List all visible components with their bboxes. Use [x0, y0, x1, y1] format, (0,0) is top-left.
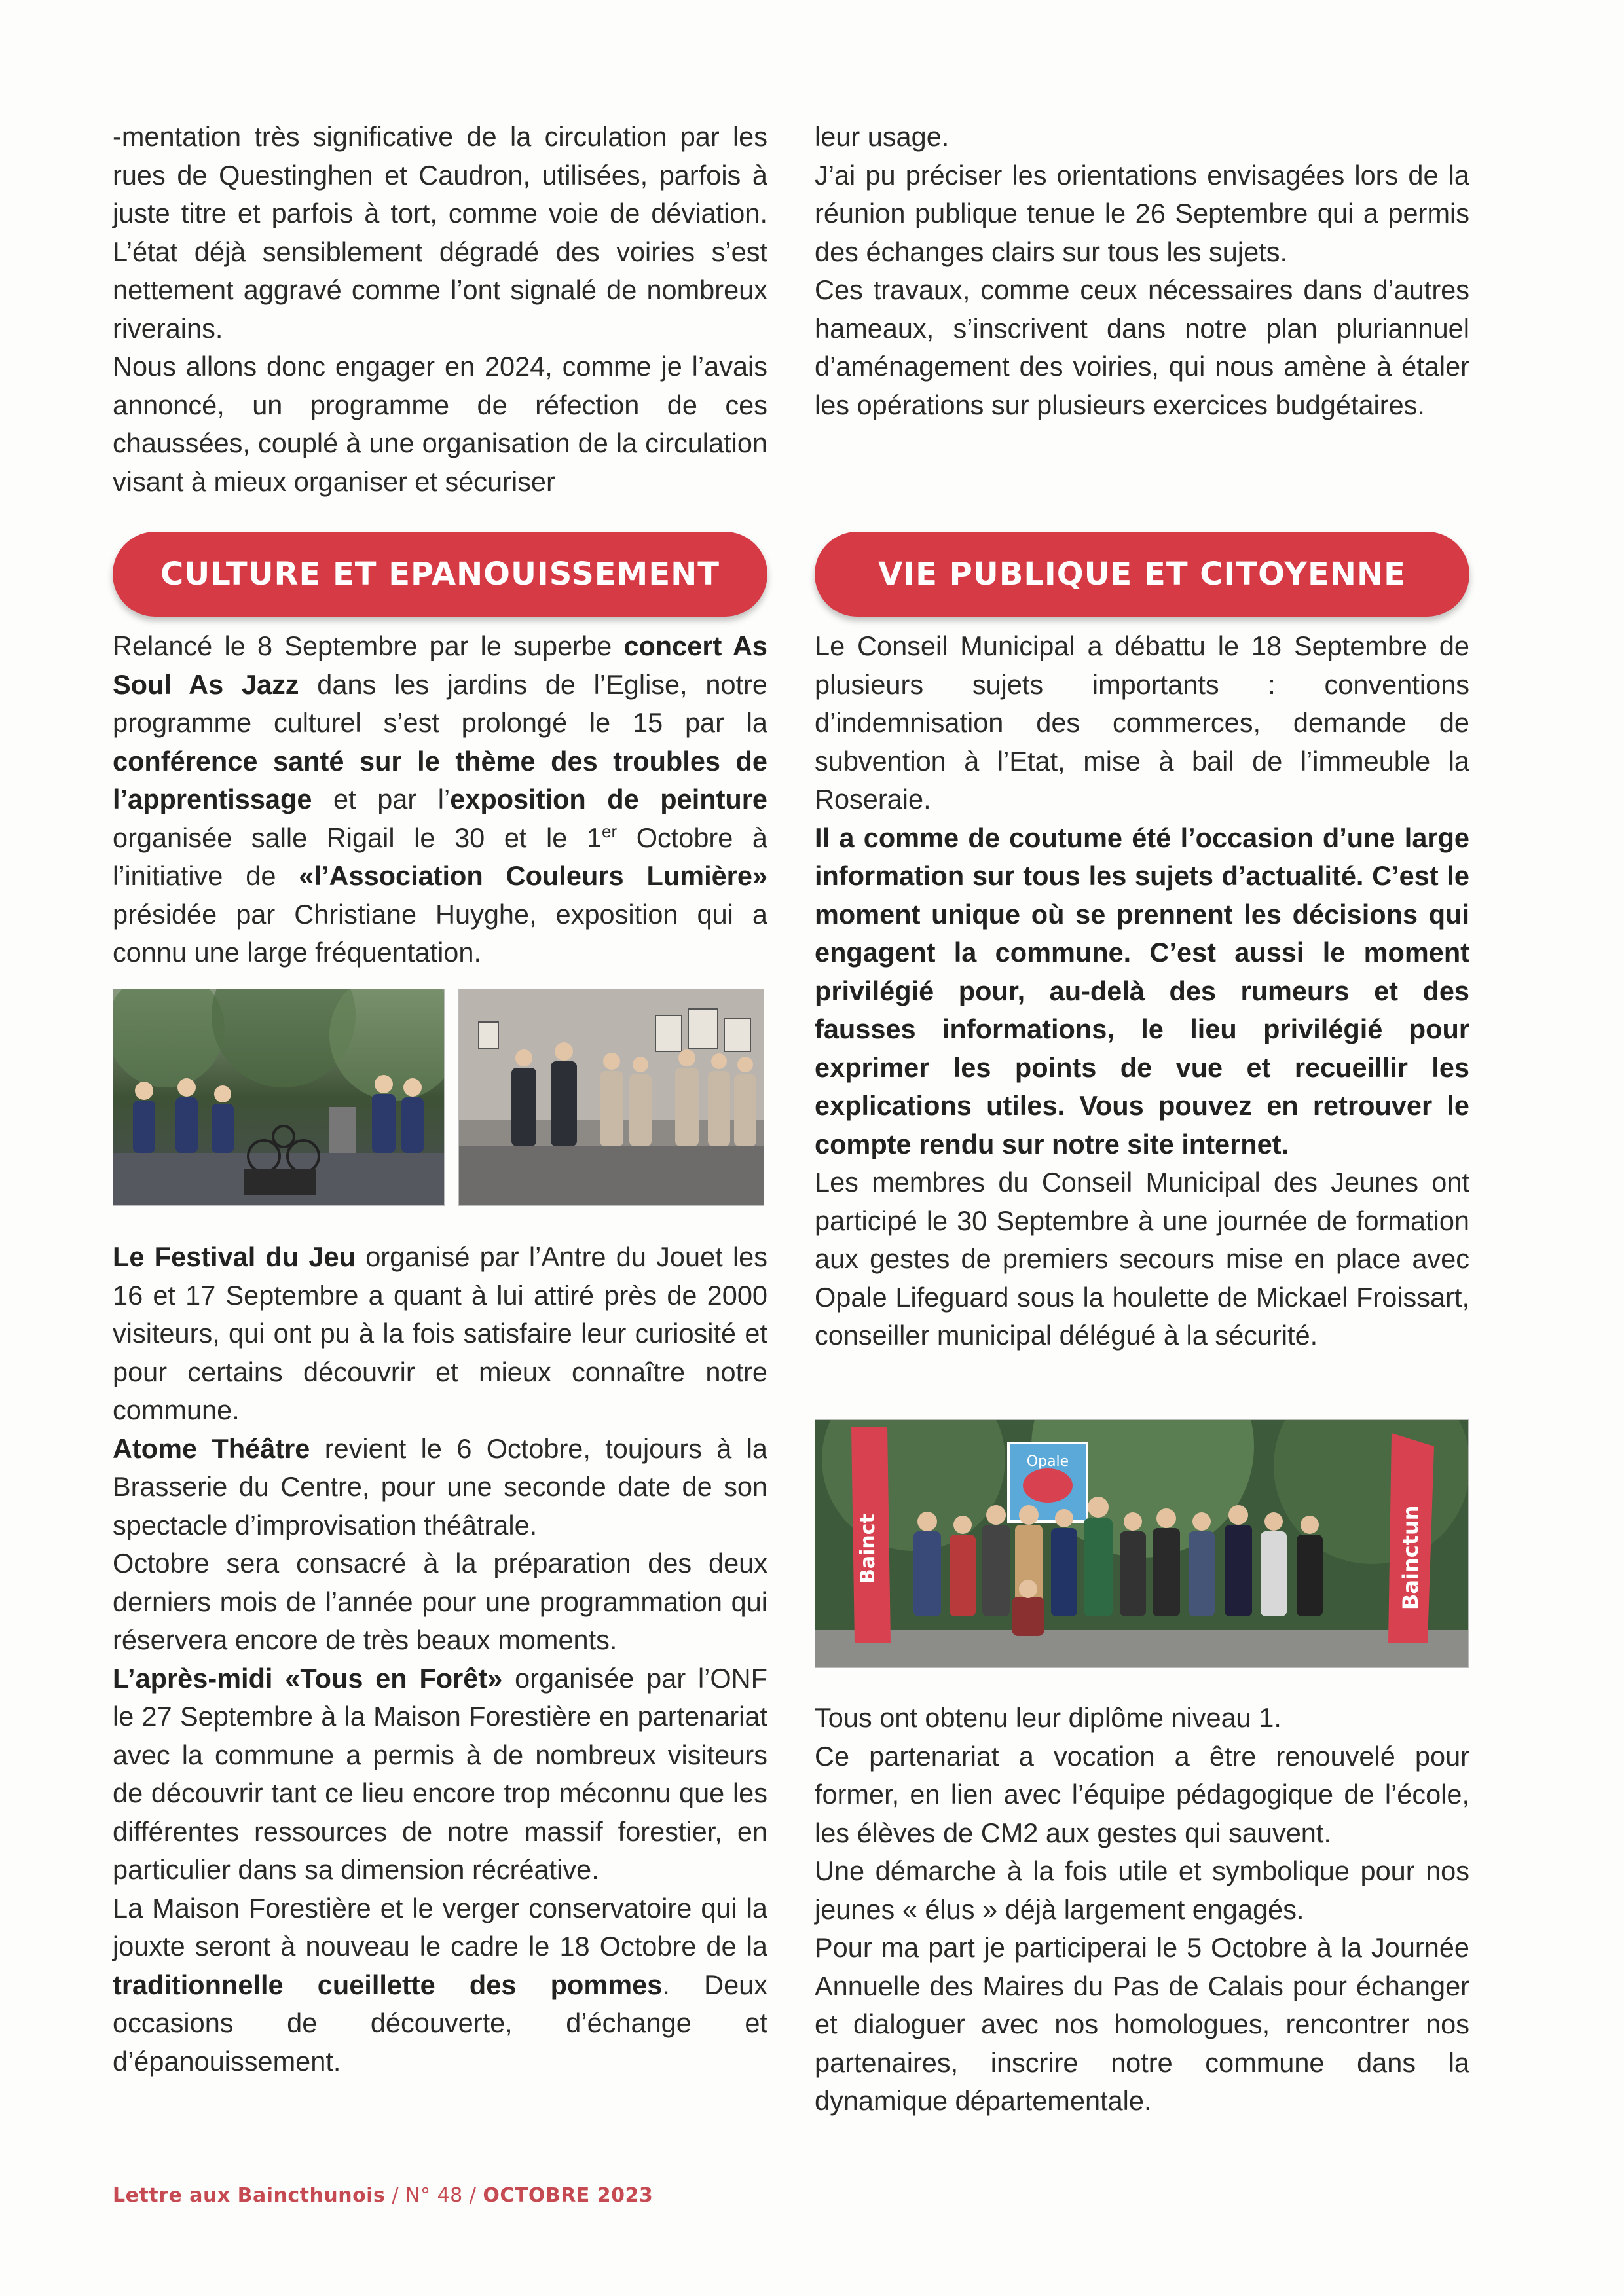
paragraph: L’après-midi «Tous en Forêt» organisée par l’ONF le 27 Septembre à la Maison Forestière en partenariat avec la commune a permis à de nombreux visiteurs de découvrir tant ce lieu encore trop méconnu que les différentes ressources de notre massif forestier, en particulier dans sa dimension récréative.: [113, 1662, 767, 1885]
page-footer: [113, 2184, 653, 2207]
paragraph: La Maison Forestière et le verger conservatoire qui la jouxte seront à nouveau le cadre le 18 Octobre de la traditionnelle cueillette des pommes. Deux occasions de découverte, d’échange et d’épanouissement.: [113, 1892, 767, 2077]
paragraph: Pour ma part je participerai le 5 Octobre à la Journée Annuelle des Maires du Pas de Calais pour échanger et dialoguer avec nos homologues, rencontrer nos partenaires, inscrire notre commune dans la dynamique départementale.: [815, 1932, 1469, 2116]
paragraph: Relancé le 8 Septembre par le superbe concert As Soul As Jazz dans les jardins de l’Eglise, notre programme culturel s’est prolongé le 15 par la conférence santé sur le thème des troubles de l’apprentissage et par l’exposition de peinture organisée salle Rigail le 30 et le 1er Octobre à l’initiative de «l’Association Couleurs Lumière» présidée par Christiane Huyghe, exposition qui a connu une large fréquentation.: [113, 630, 768, 968]
paragraph: Nous allons donc engager en 2024, comme je l’avais annoncé, un programme de réfection de ces chaussées, couplé à une organisation de la circulation visant à mieux organiser et sécuriser: [113, 351, 767, 497]
paragraph: Les membres du Conseil Municipal des Jeunes ont participé le 30 Septembre à une journée de formation aux gestes de premiers secours mise en place avec Opale Lifeguard sous la houlette de Mickael Froissart, conseiller municipal délégué à la sécurité.: [815, 1167, 1469, 1351]
youth-council-photo: [815, 1419, 1469, 1668]
paragraph: -mentation très significative de la circulation par les rues de Questinghen et Caudron, utilisées, parfois à juste titre et parfois à tort, comme voie de déviation. L’état déjà sensiblement dégradé des voiries s’est nettement aggravé comme l’ont signalé de nombreux riverains.: [113, 121, 767, 344]
exhibition-photo: [458, 989, 764, 1206]
paragraph: Ce partenariat a vocation a être renouvelé pour former, en lien avec l’équipe pédagogique de l’école, les élèves de CM2 aux gestes qui sauvent.: [815, 1740, 1469, 1848]
culture-column: [113, 627, 767, 972]
paragraph: Atome Théâtre revient le 6 Octobre, toujours à la Brasserie du Centre, pour une seconde date de son spectacle d’improvisation théâtrale.: [113, 1432, 767, 1540]
issue-date: OCTOBRE 2023: [483, 2184, 654, 2207]
flag-text-right: Bainctun: [1398, 1505, 1423, 1610]
publication-name: Lettre aux Baincthunois: [113, 2184, 386, 2207]
vie-publique-column: [815, 627, 1469, 1355]
paragraph: Octobre sera consacré à la préparation des deux derniers mois de l’année pour une programmation qui réservera encore de très beaux moments.: [113, 1548, 767, 1655]
paragraph: Le Conseil Municipal a débattu le 18 Septembre de plusieurs sujets importants : conventions d’indemnisation des commerces, demande de subvention à l’Etat, mise à bail de l’immeuble la Roseraie.: [815, 630, 1469, 814]
concert-photo: [113, 989, 445, 1206]
paragraph: Il a comme de coutume été l’occasion d’une large information sur tous les sujets d’actualité. C’est le moment unique où se prennent les décisions qui engagent la commune. C’est aussi le moment privilégié pour, au-delà des rumeurs et des fausses informations, le lieu privilégié pour exprimer les points de vue et recueillir les explications utiles. Vous pouvez en retrouver le compte rendu sur notre site internet.: [815, 822, 1469, 1159]
paragraph: leur usage.: [815, 121, 950, 152]
vie-publique-column-continued: [815, 1699, 1469, 2121]
paragraph: Une démarche à la fois utile et symbolique pour nos jeunes « élus » déjà largement engagés.: [815, 1855, 1469, 1925]
section-banner-vie-publique: VIE PUBLIQUE ET CITOYENNE: [815, 532, 1469, 617]
right-column-top: [815, 118, 1469, 424]
paragraph: Le Festival du Jeu organisé par l’Antre du Jouet les 16 et 17 Septembre a quant à lui attiré près de 2000 visiteurs, qui ont pu à la fois satisfaire leur curiosité et pour certains découvrir et mieux connaître notre commune.: [113, 1241, 767, 1425]
paragraph: J’ai pu préciser les orientations envisagées lors de la réunion publique tenue le 26 Septembre qui a permis des échanges clairs sur tous les sujets.: [815, 159, 1469, 267]
paragraph: Tous ont obtenu leur diplôme niveau 1.: [815, 1702, 1282, 1733]
flag-text-left: Bainct: [857, 1514, 879, 1584]
paragraph: Ces travaux, comme ceux nécessaires dans d’autres hameaux, s’inscrivent dans notre plan pluriannuel d’aménagement des voiries, qui nous amène à étaler les opérations sur plusieurs exercices budgétaires.: [815, 274, 1469, 420]
opale-sign-text: Opale: [1026, 1453, 1069, 1470]
section-banner-culture: CULTURE ET EPANOUISSEMENT: [113, 532, 767, 617]
left-column-top: [113, 118, 767, 501]
culture-column-continued: [113, 1238, 767, 2081]
issue-number: / N° 48 /: [385, 2184, 483, 2207]
